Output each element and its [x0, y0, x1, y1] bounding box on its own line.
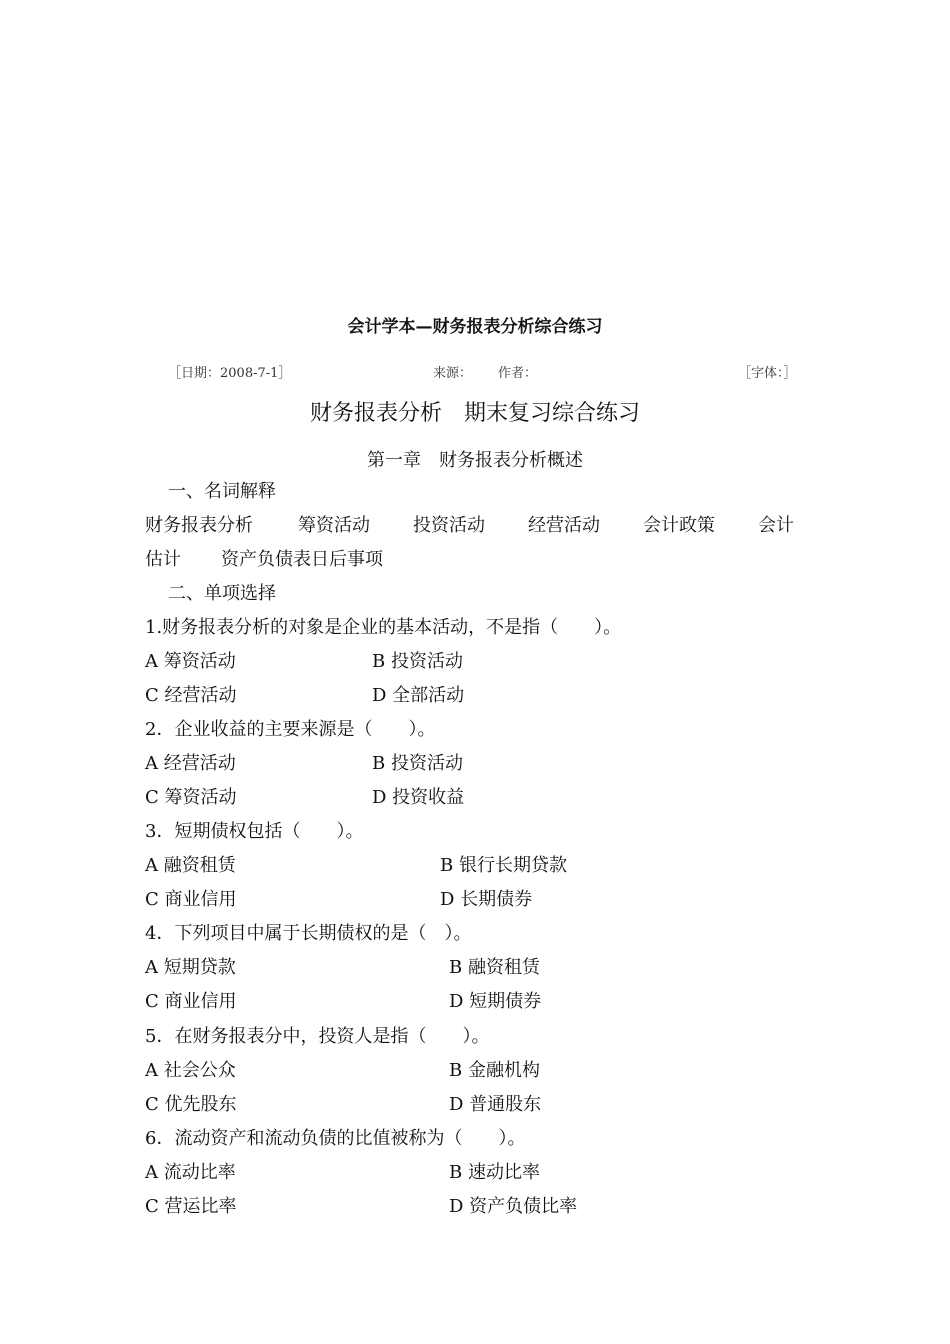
option-d: D 普通股东: [449, 1094, 542, 1115]
option-b: B 投资活动: [372, 651, 463, 672]
option-d: D 资产负债比率: [449, 1196, 578, 1217]
option-a: A 筹资活动: [145, 651, 236, 672]
option-c: C 经营活动: [145, 685, 237, 706]
date-label: ［日期：2008-7-1］: [168, 366, 292, 381]
option-b: B 速动比率: [449, 1162, 540, 1183]
document-title: 会计学本—财务报表分析综合练习: [347, 317, 603, 337]
section-heading-terms: 一、名词解释: [168, 481, 276, 502]
question-text: 1.财务报表分析的对象是企业的基本活动，不是指（ ）。: [145, 617, 622, 638]
term-item: 财务报表分析: [145, 515, 253, 536]
option-a: A 短期贷款: [145, 957, 236, 978]
question-text: 6．流动资产和流动负债的比值被称为（ ）。: [145, 1128, 526, 1149]
chapter-heading: 第一章 财务报表分析概述: [367, 450, 583, 471]
option-c: C 筹资活动: [145, 787, 237, 808]
question-text: 3．短期债权包括（ ）。: [145, 821, 364, 842]
option-a: A 流动比率: [145, 1162, 236, 1183]
section-heading-choice: 二、单项选择: [168, 583, 276, 604]
author-label: 作者：: [498, 366, 538, 381]
term-item: 筹资活动: [298, 515, 370, 536]
option-b: B 投资活动: [372, 753, 463, 774]
option-d: D 投资收益: [372, 787, 465, 808]
option-b: B 银行长期贷款: [440, 855, 567, 876]
option-b: B 金融机构: [449, 1060, 540, 1081]
option-d: D 短期债券: [449, 991, 542, 1012]
source-label: 来源：: [433, 366, 473, 381]
option-a: A 社会公众: [145, 1060, 236, 1081]
question-text: 5．在财务报表分中，投资人是指（ ）。: [145, 1026, 490, 1047]
main-title: 财务报表分析 期末复习综合练习: [309, 401, 640, 426]
term-item: 会计政策: [643, 515, 715, 536]
question-text: 2．企业收益的主要来源是（ ）。: [145, 719, 436, 740]
term-item: 资产负债表日后事项: [221, 549, 383, 570]
option-a: A 经营活动: [145, 753, 236, 774]
question-text: 4．下列项目中属于长期债权的是（ ）。: [145, 923, 472, 944]
option-c: C 商业信用: [145, 889, 237, 910]
font-size-control[interactable]: ［字体：］: [738, 366, 797, 381]
option-c: C 营运比率: [145, 1196, 237, 1217]
option-b: B 融资租赁: [449, 957, 540, 978]
option-d: D 长期债券: [440, 889, 533, 910]
term-item: 会计: [758, 515, 794, 536]
option-a: A 融资租赁: [145, 855, 236, 876]
option-c: C 优先股东: [145, 1094, 237, 1115]
term-item: 投资活动: [413, 515, 485, 536]
option-d: D 全部活动: [372, 685, 465, 706]
term-item: 经营活动: [528, 515, 600, 536]
option-c: C 商业信用: [145, 991, 237, 1012]
term-item: 估计: [145, 549, 181, 570]
